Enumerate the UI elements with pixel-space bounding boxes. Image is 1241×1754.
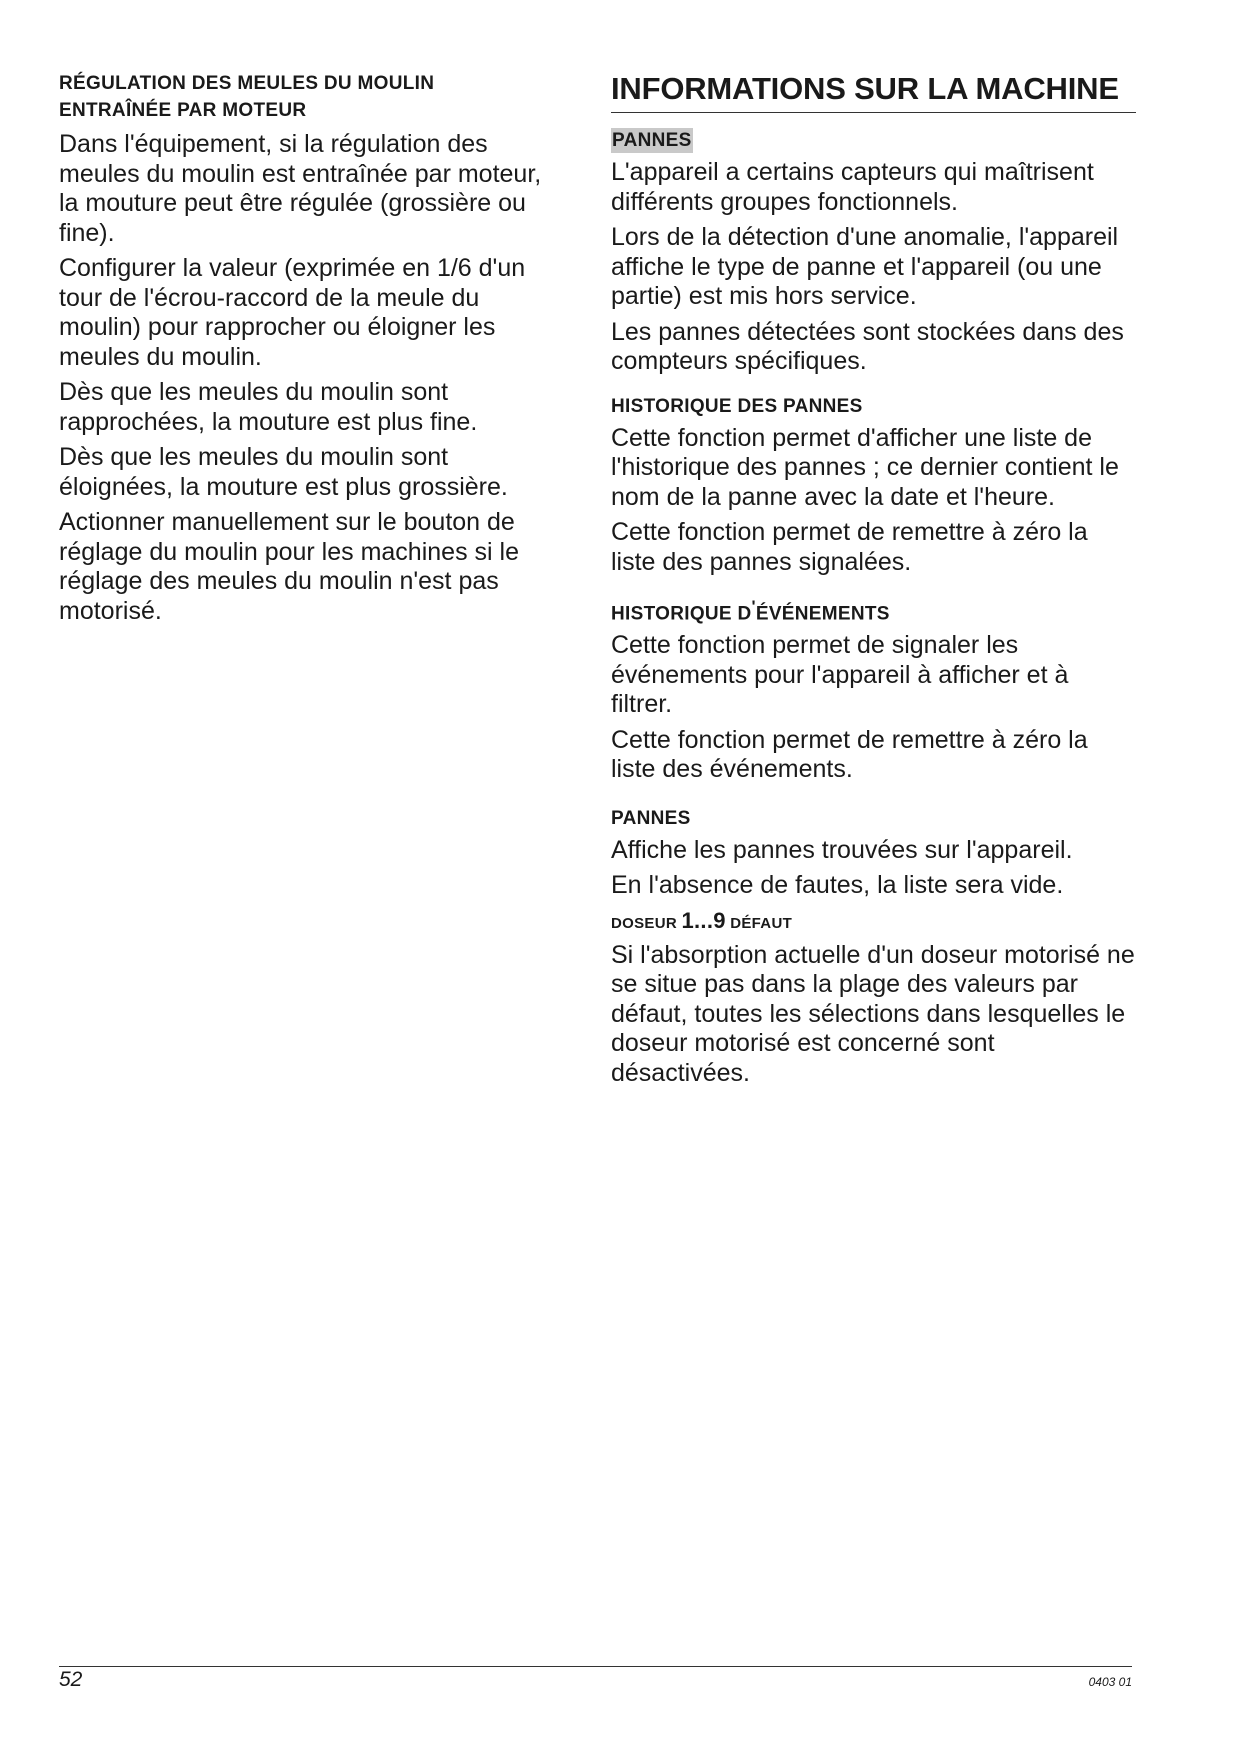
paragraph: Configurer la valeur (exprimée en 1/6 d'un tour de l'écrou-raccord de la meule du moulin) pour rapprocher ou éloigner les meules du moulin. xyxy=(59,254,526,371)
paragraph: Si l'absorption actuelle d'un doseur motorisé ne se situe pas dans la plage des valeurs par défaut, toutes les sélections dans lesquelles le doseur motorisé est concerné sont désactivées. xyxy=(611,940,1135,1087)
heading-range: 1...9 xyxy=(681,907,726,933)
right-column xyxy=(611,70,1136,1094)
heading-part: ÉVÉNEMENTS xyxy=(755,603,890,625)
heading-apostrophe: ' xyxy=(751,597,756,616)
paragraph: Les pannes détectées sont stockées dans des compteurs spécifiques. xyxy=(611,317,1124,375)
paragraph: Dans l'équipement, si la régulation des meules du moulin est entraînée par moteur, la mouture peut être régulée (grossière ou fine). xyxy=(59,130,542,247)
paragraph: Lors de la détection d'une anomalie, l'appareil affiche le type de panne et l'appareil (ou une partie) est mis hors service. xyxy=(611,223,1119,310)
left-column xyxy=(59,70,564,632)
paragraph: Cette fonction permet de signaler les événements pour l'appareil à afficher et à filtrer. xyxy=(611,631,1069,719)
footer-divider xyxy=(59,1666,1132,1667)
paragraph: Dès que les meules du moulin sont rapprochées, la mouture est plus fine. xyxy=(59,378,478,436)
heading-part: DOSEUR xyxy=(611,914,682,932)
section-heading-regulation xyxy=(59,70,564,124)
section-heading-pannes-intro xyxy=(611,127,1136,154)
page-number: 52 xyxy=(59,1668,83,1691)
paragraph: Actionner manuellement sur le bouton de réglage du moulin pour les machines si le réglage des meules du moulin n'est pas motorisé. xyxy=(59,508,519,625)
section-heading-pannes: PANNES xyxy=(611,807,691,829)
section-heading-historique-evenements xyxy=(611,593,1136,627)
heading-line-1: RÉGULATION DES MEULES DU MOULIN xyxy=(59,73,435,94)
paragraph: L'appareil a certains capteurs qui maîtrisent différents groupes fonctionnels. xyxy=(611,158,1094,216)
document-code: 0403 01 xyxy=(1088,1675,1132,1689)
heading-part: HISTORIQUE D xyxy=(611,603,752,625)
highlighted-heading: PANNES xyxy=(612,130,692,151)
paragraph: Affiche les pannes trouvées sur l'appareil. xyxy=(611,835,1073,864)
paragraph: Cette fonction permet de remettre à zéro la liste des pannes signalées. xyxy=(611,518,1088,576)
paragraph: En l'absence de fautes, la liste sera vide. xyxy=(611,871,1064,900)
heading-part: DÉFAUT xyxy=(725,914,793,932)
section-heading-doseur xyxy=(611,907,1136,937)
heading-line-2: ENTRAÎNÉE PAR MOTEUR xyxy=(59,100,307,121)
paragraph: Dès que les meules du moulin sont éloignées, la mouture est plus grossière. xyxy=(59,443,508,501)
page-title: INFORMATIONS SUR LA MACHINE xyxy=(611,70,1136,113)
paragraph: Cette fonction permet de remettre à zéro la liste des événements. xyxy=(611,725,1088,784)
paragraph: Cette fonction permet d'afficher une liste de l'historique des pannes ; ce dernier contient le nom de la panne avec la date et l'heure. xyxy=(611,423,1119,511)
section-heading-historique-pannes: HISTORIQUE DES PANNES xyxy=(611,395,863,417)
